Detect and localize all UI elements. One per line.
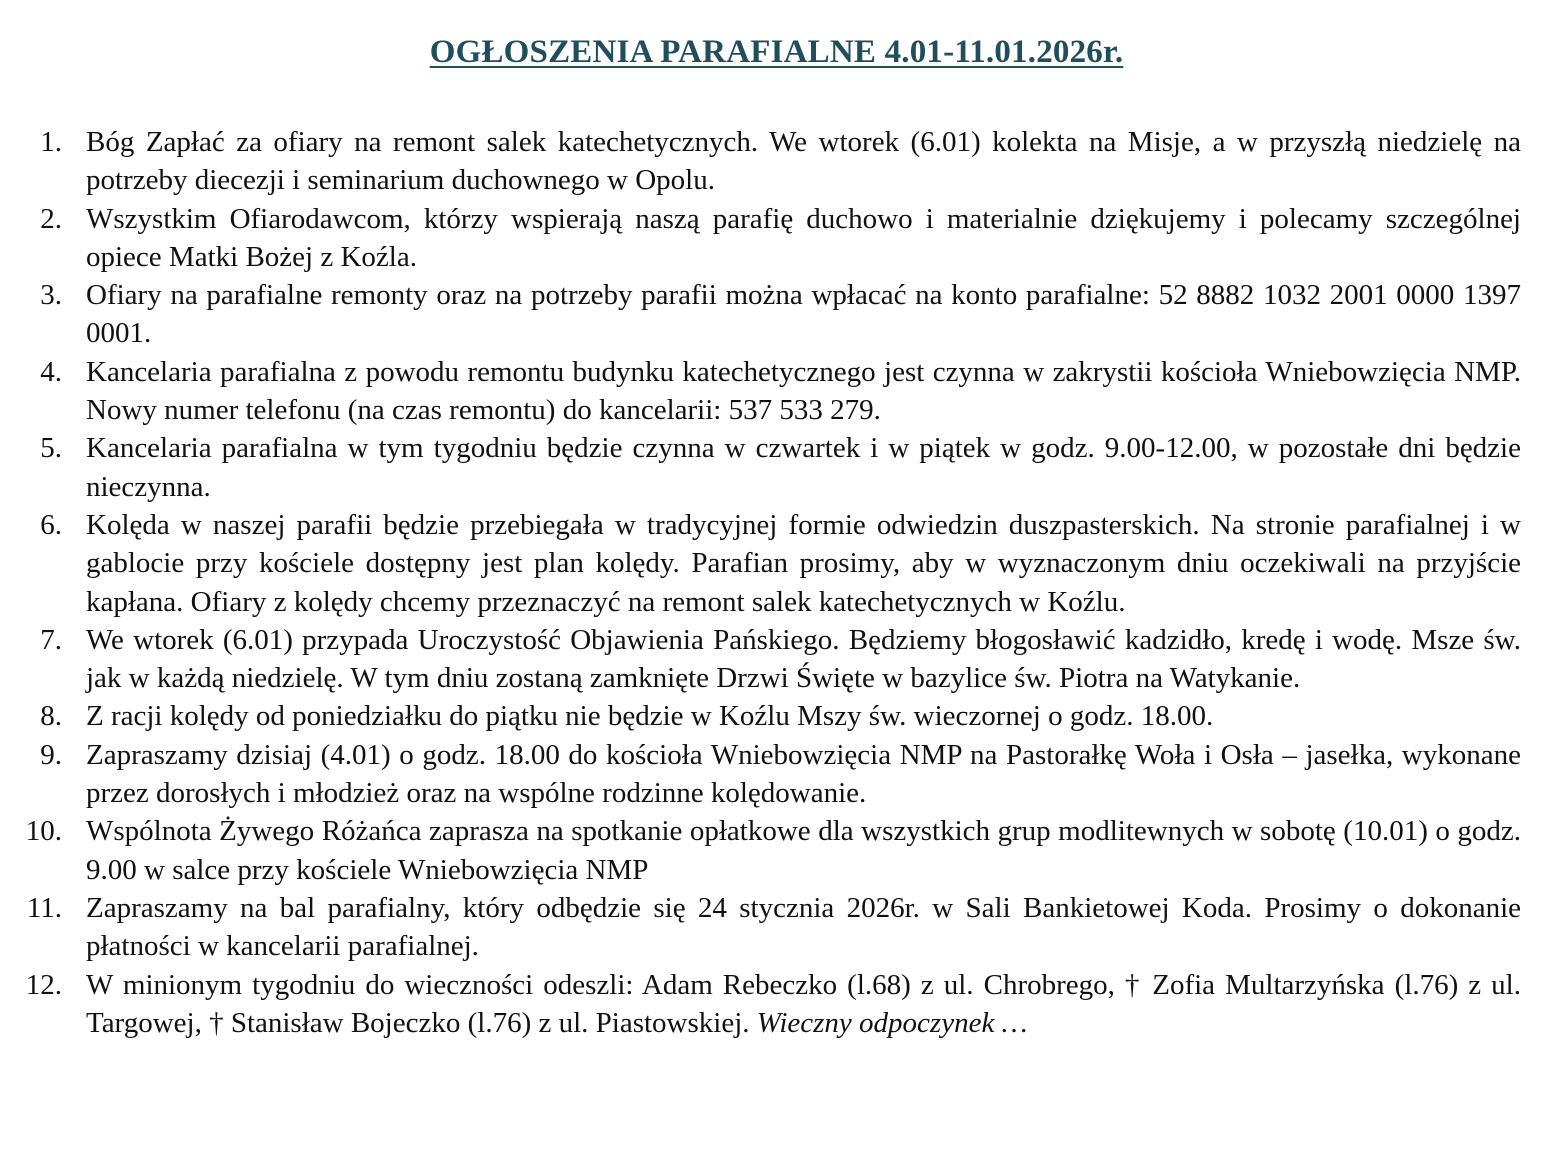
announcement-number: 3.	[40, 279, 62, 312]
announcement-number: 4.	[40, 355, 62, 388]
announcement-number: 5.	[40, 432, 62, 465]
announcement-text: Wszystkim Ofiarodawcom, którzy wspierają naszą parafię duchowo i materialnie dziękujemy i polecamy szczególnej opiece Matki Bożej z Koźla.	[86, 202, 1521, 273]
announcement-item	[0, 123, 1553, 200]
announcement-item	[0, 697, 1553, 735]
announcement-text: We wtorek (6.01) przypada Uroczystość Objawienia Pańskiego. Będziemy błogosławić kadzidło, kredę i wodę. Msze św. jak w każdą niedzielę. W tym dniu zostaną zamknięte Drzwi Święte w bazylice św. Piotra na Watykanie.	[86, 623, 1521, 695]
announcements-list	[0, 123, 1553, 1042]
announcement-item	[0, 200, 1553, 277]
announcement-number: 7.	[40, 623, 62, 656]
announcement-text: Kolęda w naszej parafii będzie przebiegała w tradycyjnej formie odwiedzin duszpasterskich. Na stronie parafialnej i w gablocie przy kościele dostępny jest plan kolędy. Parafian prosimy, aby w wyznaczonym dniu oczekiwali na przyjście kapłana. Ofiary z kolędy chcemy przeznaczyć na remont salek katechetycznych w Koźlu.	[86, 508, 1521, 618]
announcement-number: 11.	[26, 891, 62, 924]
announcement-item	[0, 812, 1553, 889]
page-title-text: OGŁOSZENIA PARAFIALNE 4.01-11.01.2026r.	[429, 34, 1124, 70]
announcement-item	[0, 429, 1553, 506]
announcement-number: 6.	[40, 508, 62, 541]
announcement-text: Z racji kolędy od poniedziałku do piątku nie będzie w Koźlu Mszy św. wieczornej o godz. 18.00.	[86, 700, 1214, 733]
announcement-item	[0, 506, 1553, 621]
announcement-item	[0, 621, 1553, 698]
announcement-number: 9.	[40, 738, 62, 771]
announcement-item	[0, 889, 1553, 966]
announcement-item	[0, 736, 1553, 813]
announcement-number: 10.	[25, 815, 62, 848]
page-title	[0, 34, 1553, 71]
announcement-number: 8.	[40, 700, 62, 733]
announcement-italic-closing: Wieczny odpoczynek …	[756, 1006, 1028, 1039]
announcement-item	[0, 353, 1553, 430]
announcement-number: 1.	[40, 126, 62, 158]
announcement-text: Bóg Zapłać za ofiary na remont salek katechetycznych. We wtorek (6.01) kolekta na Misje, a w przyszłą niedzielę na potrzeby diecezji i seminarium duchownego w Opolu.	[86, 126, 1521, 197]
announcement-number: 12.	[25, 968, 62, 1001]
announcement-text: Wspólnota Żywego Różańca zaprasza na spotkanie opłatkowe dla wszystkich grup modlitewnych w sobotę (10.01) o godz. 9.00 w salce przy kościele Wniebowzięcia NMP	[86, 815, 1521, 886]
announcement-text: Kancelaria parafialna w tym tygodniu będzie czynna w czwartek i w piątek w godz. 9.00-12.00, w pozostałe dni będzie nieczynna.	[86, 432, 1521, 503]
announcement-text: W minionym tygodniu do wieczności odeszli: Adam Rebeczko (l.68) z ul. Chrobrego, † Zofia Multarzyńska (l.76) z ul. Targowej, † Stanisław Bojeczko (l.76) z ul. Piastowskiej.	[86, 968, 1521, 1039]
announcement-text: Kancelaria parafialna z powodu remontu budynku katechetycznego jest czynna w zakrystii kościoła Wniebowzięcia NMP. Nowy numer telefonu (na czas remontu) do kancelarii: 537 533 279.	[86, 355, 1521, 427]
announcement-number: 2.	[40, 202, 62, 235]
announcement-item	[0, 966, 1553, 1043]
announcement-text: Ofiary na parafialne remonty oraz na potrzeby parafii można wpłacać na konto parafialne: 52 8882 1032 2001 0000 1397 0001.	[86, 279, 1521, 350]
announcement-text: Zapraszamy na bal parafialny, który odbędzie się 24 stycznia 2026r. w Sali Bankietowej Koda. Prosimy o dokonanie płatności w kancelarii parafialnej.	[86, 891, 1521, 963]
announcement-text: Zapraszamy dzisiaj (4.01) o godz. 18.00 do kościoła Wniebowzięcia NMP na Pastorałkę Woła i Osła – jasełka, wykonane przez dorosłych i młodzież oraz na wspólne rodzinne kolędowanie.	[86, 738, 1521, 810]
announcement-item	[0, 276, 1553, 353]
